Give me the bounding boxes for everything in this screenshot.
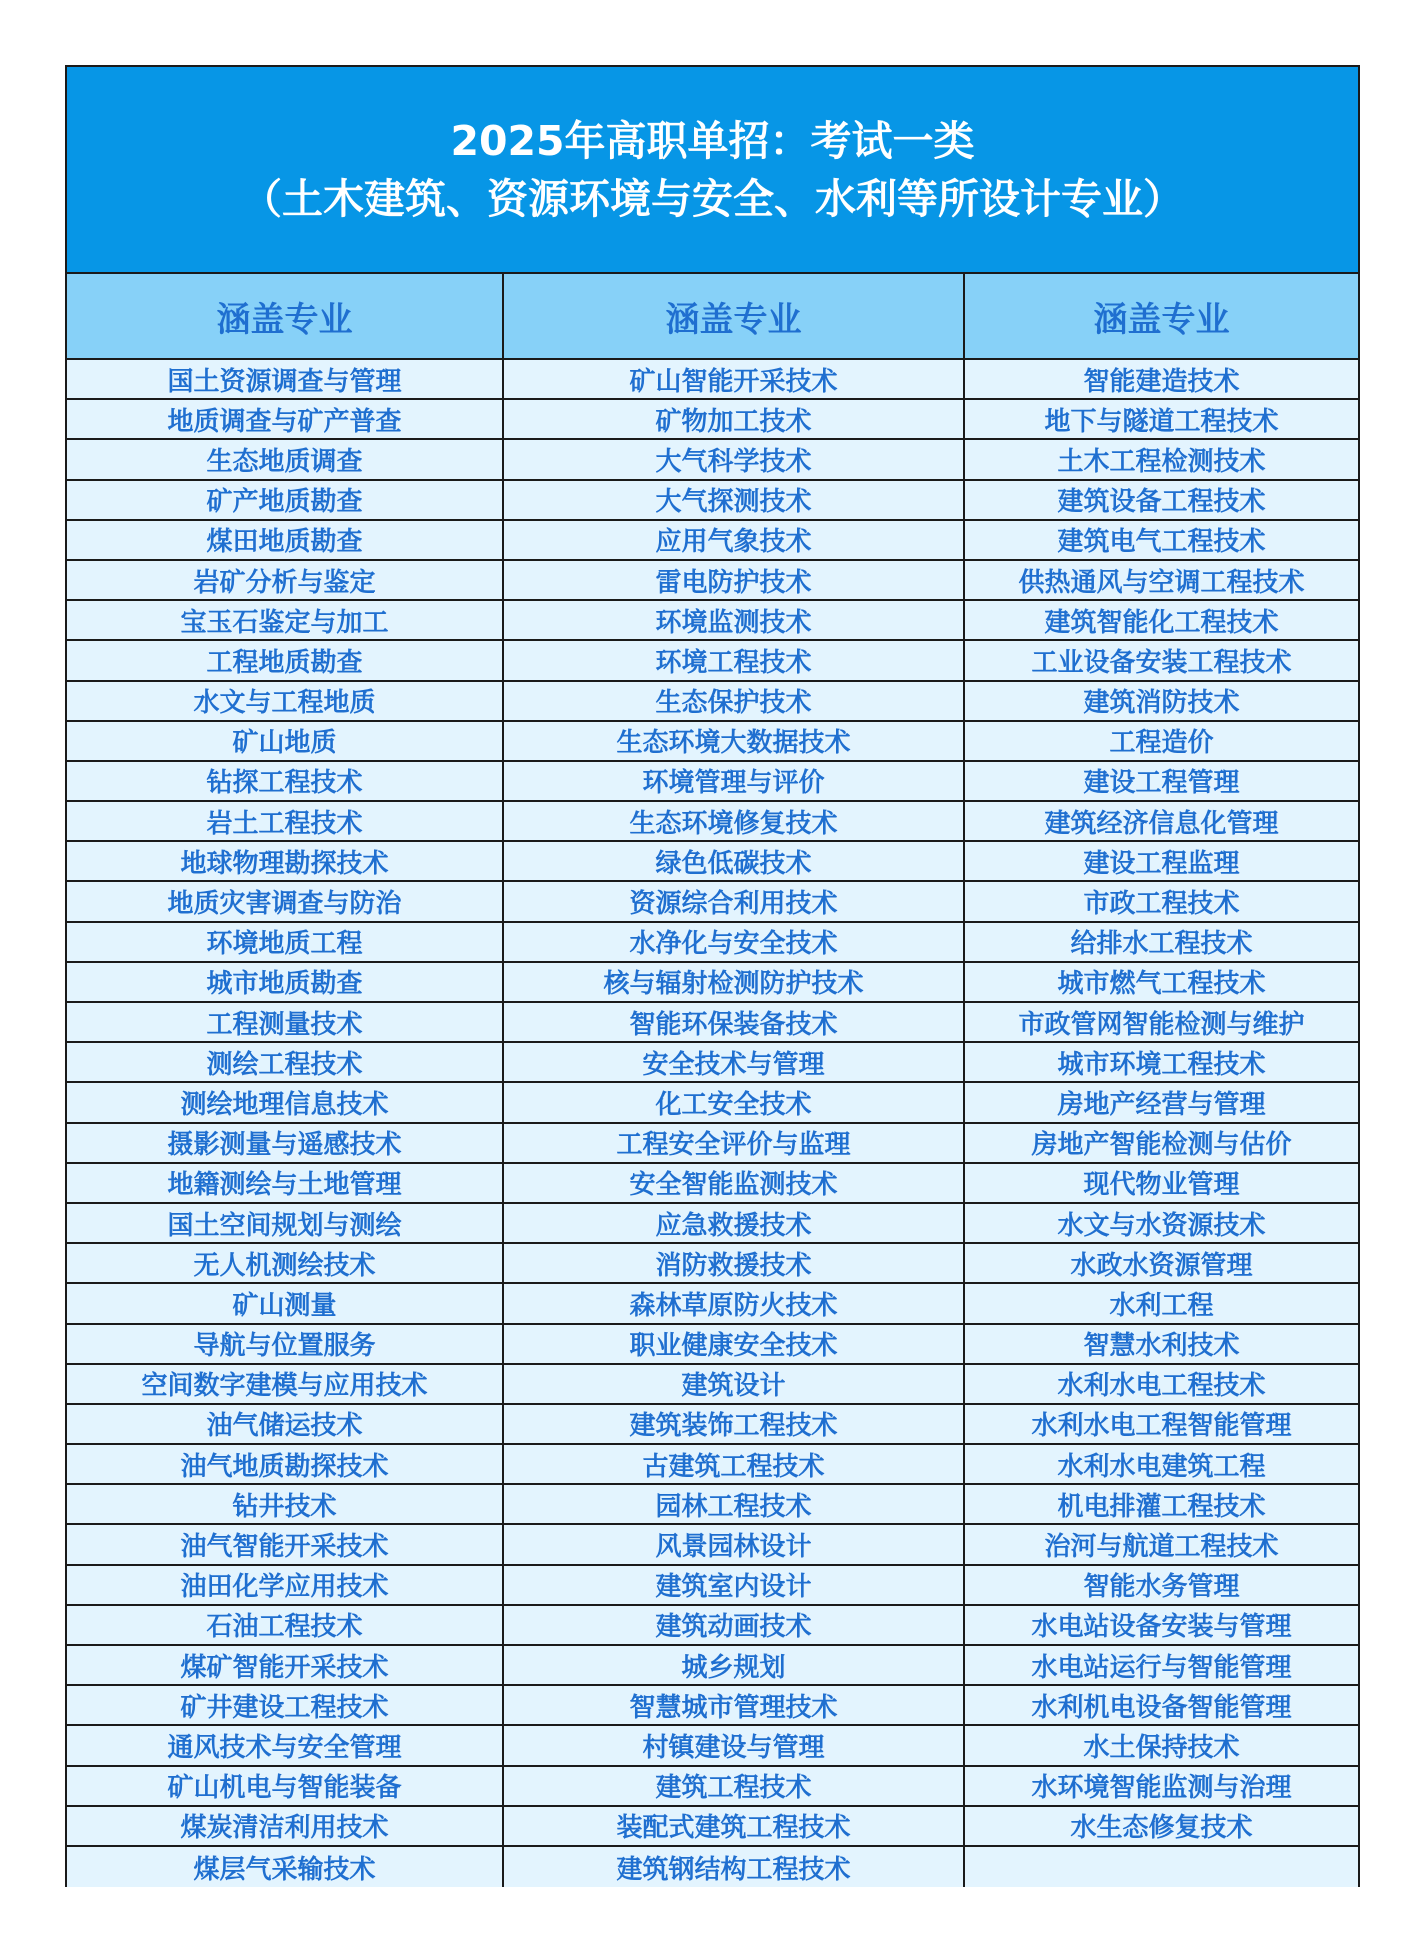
table-cell: 油气地质勘探技术 — [67, 1445, 504, 1485]
table-cell: 智慧水利技术 — [965, 1325, 1358, 1365]
table-cell: 职业健康安全技术 — [504, 1325, 965, 1365]
table-cell: 水利水电工程智能管理 — [965, 1405, 1358, 1445]
table-cell: 测绘地理信息技术 — [67, 1083, 504, 1123]
table-cell: 水利水电工程技术 — [965, 1365, 1358, 1405]
table-cell: 水生态修复技术 — [965, 1807, 1358, 1847]
table-cell: 森林草原防火技术 — [504, 1284, 965, 1324]
table-cell: 矿山地质 — [67, 722, 504, 762]
table-cell: 环境监测技术 — [504, 601, 965, 641]
table-cell: 建设工程监理 — [965, 842, 1358, 882]
table-cell: 水利水电建筑工程 — [965, 1445, 1358, 1485]
table-cell: 水政水资源管理 — [965, 1244, 1358, 1284]
table-cell: 土木工程检测技术 — [965, 440, 1358, 480]
table-cell: 地质灾害调查与防治 — [67, 882, 504, 922]
table-cell: 智能建造技术 — [965, 360, 1358, 400]
table-cell: 工程造价 — [965, 722, 1358, 762]
table-cell: 水电站运行与智能管理 — [965, 1646, 1358, 1686]
table-cell: 核与辐射检测防护技术 — [504, 963, 965, 1003]
table-cell: 煤田地质勘查 — [67, 521, 504, 561]
table-cell: 建筑消防技术 — [965, 682, 1358, 722]
table-cell: 通风技术与安全管理 — [67, 1726, 504, 1766]
table-cell: 空间数字建模与应用技术 — [67, 1365, 504, 1405]
table-cell: 建筑设备工程技术 — [965, 481, 1358, 521]
table-cell: 摄影测量与遥感技术 — [67, 1124, 504, 1164]
table-cell: 水净化与安全技术 — [504, 923, 965, 963]
table-cell: 测绘工程技术 — [67, 1043, 504, 1083]
table-cell: 建筑工程技术 — [504, 1767, 965, 1807]
table-cell: 安全技术与管理 — [504, 1043, 965, 1083]
table-cell: 矿产地质勘查 — [67, 481, 504, 521]
title-line-2: （土木建筑、资源环境与安全、水利等所设计专业） — [241, 174, 1184, 223]
table-cell: 化工安全技术 — [504, 1083, 965, 1123]
table-cell: 水利机电设备智能管理 — [965, 1686, 1358, 1726]
table-cell: 房地产经营与管理 — [965, 1083, 1358, 1123]
table-cell: 治河与航道工程技术 — [965, 1525, 1358, 1565]
table-cell: 消防救援技术 — [504, 1244, 965, 1284]
table-cell: 工业设备安装工程技术 — [965, 641, 1358, 681]
table-cell: 钻井技术 — [67, 1485, 504, 1525]
table-cell: 给排水工程技术 — [965, 923, 1358, 963]
table-cell: 风景园林设计 — [504, 1525, 965, 1565]
table-cell: 水文与水资源技术 — [965, 1204, 1358, 1244]
table-cell: 矿山机电与智能装备 — [67, 1767, 504, 1807]
table-cell: 应用气象技术 — [504, 521, 965, 561]
column-header: 涵盖专业 — [504, 274, 965, 360]
table-cell: 建筑钢结构工程技术 — [504, 1847, 965, 1887]
table-cell: 城乡规划 — [504, 1646, 965, 1686]
table-cell: 生态保护技术 — [504, 682, 965, 722]
table-cell: 宝玉石鉴定与加工 — [67, 601, 504, 641]
table-cell: 煤炭清洁利用技术 — [67, 1807, 504, 1847]
title-banner — [67, 67, 1358, 274]
table-cell: 油气储运技术 — [67, 1405, 504, 1445]
table-cell: 国土资源调查与管理 — [67, 360, 504, 400]
table-cell: 环境管理与评价 — [504, 762, 965, 802]
table-cell: 城市地质勘查 — [67, 963, 504, 1003]
table-cell: 岩矿分析与鉴定 — [67, 561, 504, 601]
table-cell: 供热通风与空调工程技术 — [965, 561, 1358, 601]
table-cell: 矿山智能开采技术 — [504, 360, 965, 400]
table-cell: 建设工程管理 — [965, 762, 1358, 802]
table-cell: 矿井建设工程技术 — [67, 1686, 504, 1726]
table-cell: 环境工程技术 — [504, 641, 965, 681]
table-cell: 导航与位置服务 — [67, 1325, 504, 1365]
table-cell: 生态环境修复技术 — [504, 802, 965, 842]
table-cell: 机电排灌工程技术 — [965, 1485, 1358, 1525]
table-cell: 城市燃气工程技术 — [965, 963, 1358, 1003]
table-cell: 智慧城市管理技术 — [504, 1686, 965, 1726]
table-cell: 园林工程技术 — [504, 1485, 965, 1525]
table-cell: 水文与工程地质 — [67, 682, 504, 722]
table-cell: 建筑设计 — [504, 1365, 965, 1405]
table-cell: 智能水务管理 — [965, 1566, 1358, 1606]
table-cell: 雷电防护技术 — [504, 561, 965, 601]
table-cell: 建筑电气工程技术 — [965, 521, 1358, 561]
table-cell: 水环境智能监测与治理 — [965, 1767, 1358, 1807]
table-cell: 地质调查与矿产普查 — [67, 400, 504, 440]
column-header: 涵盖专业 — [965, 274, 1358, 360]
table-cell: 古建筑工程技术 — [504, 1445, 965, 1485]
table-cell: 无人机测绘技术 — [67, 1244, 504, 1284]
title-line-1: 2025年高职单招：考试一类 — [450, 116, 975, 165]
table-cell: 矿山测量 — [67, 1284, 504, 1324]
table-cell: 生态环境大数据技术 — [504, 722, 965, 762]
majors-table — [65, 65, 1360, 1887]
table-cell: 建筑装饰工程技术 — [504, 1405, 965, 1445]
table-cell: 油气智能开采技术 — [67, 1525, 504, 1565]
table-cell: 村镇建设与管理 — [504, 1726, 965, 1766]
table-cell: 石油工程技术 — [67, 1606, 504, 1646]
table-cell: 现代物业管理 — [965, 1164, 1358, 1204]
table-cell: 绿色低碳技术 — [504, 842, 965, 882]
table-cell: 建筑室内设计 — [504, 1566, 965, 1606]
table-cell: 国土空间规划与测绘 — [67, 1204, 504, 1244]
table-cell: 水电站设备安装与管理 — [965, 1606, 1358, 1646]
table-cell: 水利工程 — [965, 1284, 1358, 1324]
table-cell: 工程地质勘查 — [67, 641, 504, 681]
table-cell — [965, 1847, 1358, 1887]
table-cell: 工程安全评价与监理 — [504, 1124, 965, 1164]
table-cell: 建筑动画技术 — [504, 1606, 965, 1646]
table-cell: 工程测量技术 — [67, 1003, 504, 1043]
table-cell: 装配式建筑工程技术 — [504, 1807, 965, 1847]
table-cell: 油田化学应用技术 — [67, 1566, 504, 1606]
table-cell: 生态地质调查 — [67, 440, 504, 480]
table-cell: 煤矿智能开采技术 — [67, 1646, 504, 1686]
table-cell: 环境地质工程 — [67, 923, 504, 963]
table-cell: 房地产智能检测与估价 — [965, 1124, 1358, 1164]
table-cell: 大气探测技术 — [504, 481, 965, 521]
table-cell: 建筑智能化工程技术 — [965, 601, 1358, 641]
column-header: 涵盖专业 — [67, 274, 504, 360]
table-cell: 水土保持技术 — [965, 1726, 1358, 1766]
table-cell: 矿物加工技术 — [504, 400, 965, 440]
table-cell: 应急救援技术 — [504, 1204, 965, 1244]
table-cell: 地籍测绘与土地管理 — [67, 1164, 504, 1204]
table-cell: 地下与隧道工程技术 — [965, 400, 1358, 440]
table-cell: 城市环境工程技术 — [965, 1043, 1358, 1083]
table-cell: 地球物理勘探技术 — [67, 842, 504, 882]
table-cell: 市政工程技术 — [965, 882, 1358, 922]
table-cell: 大气科学技术 — [504, 440, 965, 480]
table-cell: 资源综合利用技术 — [504, 882, 965, 922]
table-cell: 煤层气采输技术 — [67, 1847, 504, 1887]
table-cell: 建筑经济信息化管理 — [965, 802, 1358, 842]
table-cell: 岩土工程技术 — [67, 802, 504, 842]
table-cell: 市政管网智能检测与维护 — [965, 1003, 1358, 1043]
table-cell: 钻探工程技术 — [67, 762, 504, 802]
majors-grid — [67, 274, 1358, 1887]
table-cell: 安全智能监测技术 — [504, 1164, 965, 1204]
table-cell: 智能环保装备技术 — [504, 1003, 965, 1043]
